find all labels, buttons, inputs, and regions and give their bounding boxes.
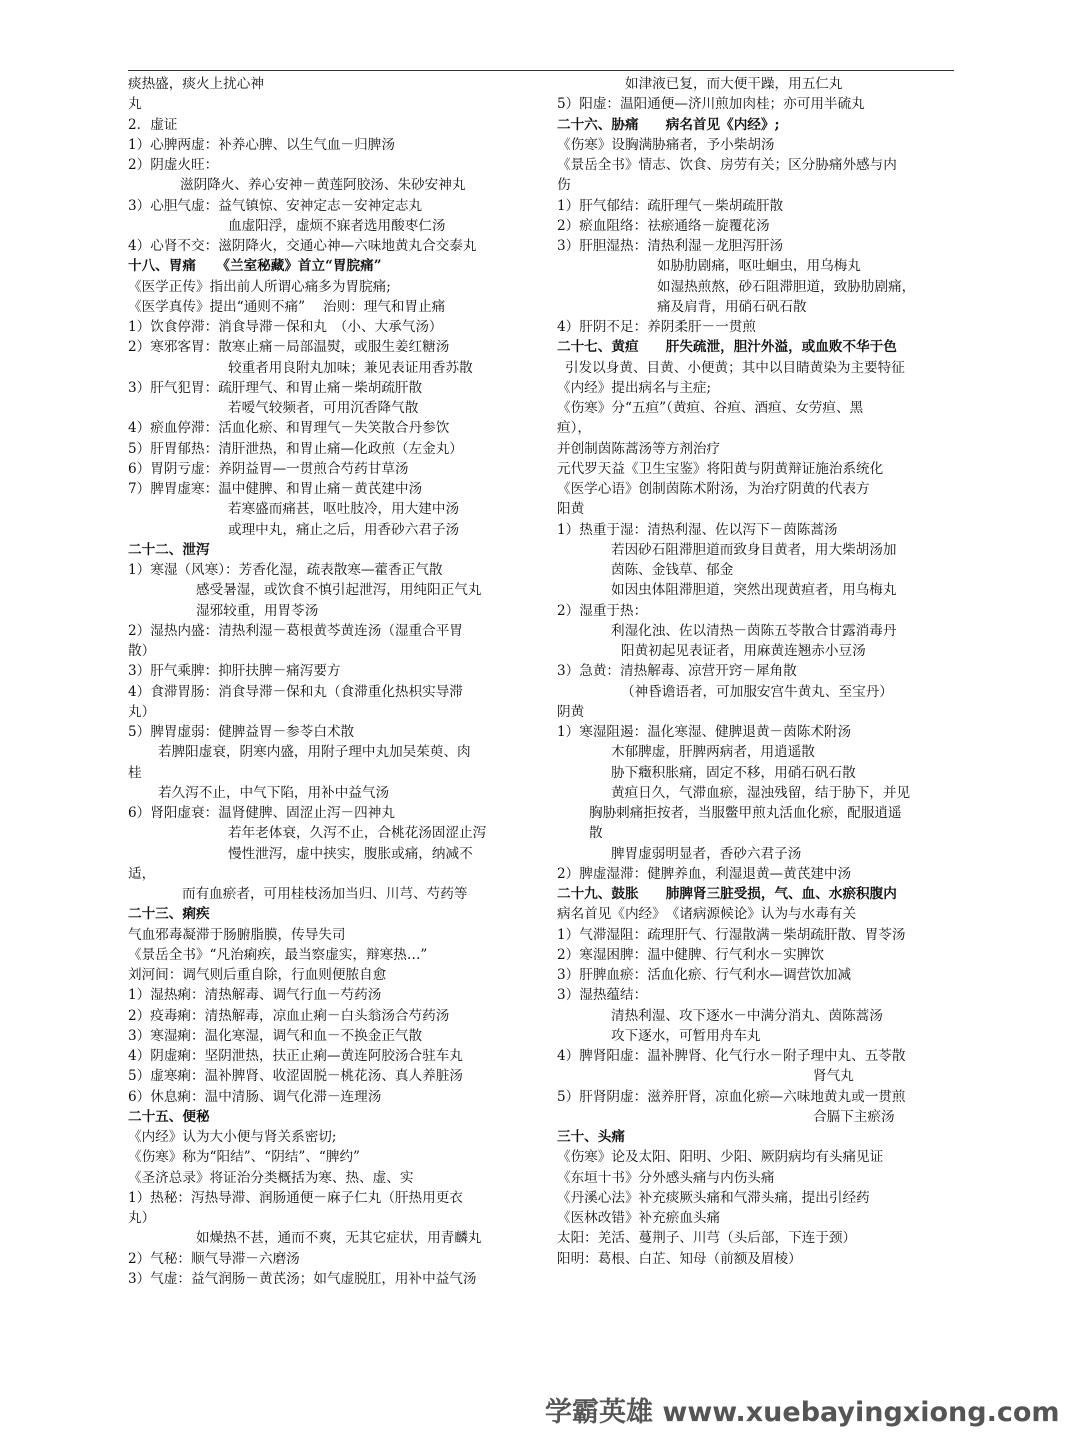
right-column [557, 74, 957, 1269]
text-line: 阴黄 [557, 703, 585, 720]
text-line: 3）肝脾血瘀：活血化瘀、行气利水—调营饮加减 [557, 967, 852, 983]
text-line: 若嗳气较频者，可用沉香降气散 [228, 400, 419, 416]
text-line: 而有血瘀者，可用桂枝汤加当归、川芎、芍药等 [182, 886, 468, 902]
text-line: 3）气虚：益气润肠－黄芪汤；如气虚脱肛，用补中益气汤 [128, 1270, 477, 1287]
text-line: 4）食滞胃肠：消食导滞－保和丸（食滞重化热枳实导滞 [128, 683, 463, 700]
text-line: 2．虚证 [128, 116, 178, 133]
text-line: 散 [589, 825, 603, 842]
text-line: 5）阳虚：温阳通便—济川煎加肉桂；亦可用半硫丸 [557, 96, 865, 113]
text-line: 2）阴虚火旺： [128, 157, 219, 173]
text-line: 2）湿重于热： [557, 602, 648, 619]
text-line: 1）湿热痢：清热解毒、调气行血－芍药汤 [128, 987, 382, 1004]
text-line: 《内经》认为大小便与肾关系密切; [128, 1129, 337, 1145]
text-line: 2）寒湿困脾：温中健脾、行气利水－实脾饮 [557, 946, 824, 963]
text-line: 4）阴虚痢：坚阴泄热，扶正止痢—黄连阿胶汤合驻车丸 [128, 1048, 463, 1064]
text-line: 疸）， [557, 420, 591, 437]
section-heading: 二十七、黄疸 肝失疏泄，胆汁外溢，或血败不华于色 [557, 339, 897, 356]
text-line: 2）寒邪客胃：散寒止痛－局部温熨，或服生姜红糖汤 [128, 339, 450, 356]
text-line: 合膈下主瘀汤 [813, 1108, 895, 1125]
text-line: 3）心胆气虚：益气镇惊、安神定志－安神定志丸 [128, 197, 423, 214]
text-line: 2）气秘：顺气导滞－六磨汤 [128, 1250, 300, 1267]
text-line: 3）肝气犯胃：疏肝理气、和胃止痛－柴胡疏肝散 [128, 379, 423, 396]
section-heading: 三十、头痛 [557, 1129, 625, 1145]
text-line: 木郁脾虚，肝脾两病者，用逍遥散 [611, 744, 815, 761]
text-line: 血虚阳浮，虚烦不寐者选用酸枣仁汤 [228, 217, 446, 234]
text-line: 茵陈、金钱草、郁金 [611, 562, 734, 578]
section-heading: 二十九、鼓胀 肺脾肾三脏受损，气、血、水瘀积腹内 [557, 886, 897, 902]
text-line: 《内经》提出病名与主症; [557, 379, 712, 396]
text-line: 3）湿热蕴结： [557, 987, 648, 1004]
text-line: 《伤寒》称为“阳结”、“阴结”、“脾约” [128, 1149, 361, 1166]
text-line: 太阳：羌活、蔓荆子、川芎（头后部，下连于颈） [557, 1230, 857, 1247]
text-line: 5）虚寒痢：温补脾肾、收涩固脱－桃花汤、真人养脏汤 [128, 1068, 463, 1085]
text-line: 1）饮食停滞：消食导滞－保和丸 （小、大承气汤） [128, 319, 443, 335]
text-line: 攻下逐水，可暂用舟车丸 [611, 1027, 761, 1044]
text-line: 1）心脾两虚：补养心脾、以生气血－归脾汤 [128, 136, 395, 153]
text-line: 《医学真传》提出“通则不痛” 治则：理气和胃止痛 [128, 298, 446, 315]
text-line: 2）瘀血阻络：祛瘀通络－旋覆花汤 [557, 217, 770, 234]
text-line: 脾胃虚弱明显者，香砂六君子汤 [611, 845, 802, 862]
text-line: 胸胁刺痛拒按者，当服鳖甲煎丸活血化瘀，配服逍遥 [589, 805, 902, 821]
text-line: 《医林改错》补充瘀血头痛 [557, 1210, 721, 1226]
text-line: 感受暑湿，或饮食不慎引起泄泻，用纯阳正气丸 [196, 582, 482, 599]
text-line: 清热利湿、攻下逐水－中满分消丸、茵陈蒿汤 [611, 1007, 883, 1024]
section-heading: 二十五、便秘 [128, 1108, 210, 1125]
text-line: 丸） [128, 1210, 156, 1226]
text-line: 3）寒湿痢：温化寒湿，调气和血－不换金正气散 [128, 1027, 423, 1044]
text-line: 病名首见《内经》 《诸病源候论》认为与水毒有关 [557, 906, 857, 923]
text-line: 若年老体衰，久泻不止，合桃花汤固涩止泻 [228, 825, 487, 842]
text-line: 适， [128, 865, 156, 882]
text-line: 2）湿热内盛：清热利湿－葛根黄芩黄连汤（湿重合平胃 [128, 622, 463, 639]
text-line: 并创制茵陈蒿汤等方剂治疗 [557, 440, 721, 457]
text-line: 如因虫体阻滞胆道，突然出现黄疸者，用乌梅丸 [611, 582, 897, 599]
text-line: 如燥热不甚，通而不爽，无其它症状，用青麟丸 [196, 1230, 482, 1247]
section-heading: 十八、胃痛 《兰室秘藏》首立“胃脘痛” [128, 258, 382, 275]
text-line: 阳明：葛根、白芷、知母（前额及眉棱） [557, 1250, 802, 1267]
text-line: 痰热盛，痰火上扰心神 [128, 76, 264, 92]
text-line: 1）气滞湿阻：疏理肝气、行湿散满－柴胡疏肝散、胃苓汤 [557, 926, 906, 943]
text-line: 引发以身黄、目黄、小便黄；其中以目睛黄染为主要特征 [565, 359, 905, 376]
text-line: 《伤寒》分“五疸”（黄疸、谷疸、酒疸、女劳疸、黑 [557, 400, 864, 416]
text-line: 1）寒湿阻遏：温化寒湿、健脾退黄－茵陈术附汤 [557, 724, 852, 740]
text-line: 6）胃阴亏虚：养阴益胃—一贯煎合芍药甘草汤 [128, 460, 409, 477]
text-line: 6）肾阳虚衰：温肾健脾、固涩止泻－四神丸 [128, 805, 395, 821]
text-line: 《圣济总录》将证治分类概括为寒、热、虚、实 [128, 1169, 414, 1186]
text-line: 1）寒湿（风寒）：芳香化湿，疏表散寒—藿香正气散 [128, 562, 443, 578]
text-line: 胁下癥积胀痛，固定不移，用硝石矾石散 [611, 764, 856, 781]
text-line: 湿邪较重，用胃苓汤 [196, 602, 319, 619]
text-line: 1）热秘：泻热导滞、润肠通便－麻子仁丸（肝热用更衣 [128, 1189, 463, 1206]
text-line: 慢性泄泻，虚中挟实，腹胀或痛，纳减不 [228, 845, 473, 862]
text-line: 4）脾肾阳虚：温补脾肾、化气行水－附子理中丸、五苓散 [557, 1048, 906, 1064]
text-line: 或理中丸，痛止之后，用香砂六君子汤 [228, 521, 460, 538]
text-line: 丸） [128, 703, 156, 720]
section-heading: 二十二、泄泻 [128, 541, 210, 558]
text-line: 阳黄初起见表证者，用麻黄连翘赤小豆汤 [621, 643, 866, 659]
text-line: 5）脾胃虚弱：健脾益胃－参苓白术散 [128, 724, 355, 740]
text-line: 丸 [128, 96, 142, 113]
text-line: 若因砂石阻滞胆道而致身目黄者，用大柴胡汤加 [611, 541, 897, 558]
left-column [128, 74, 528, 1289]
text-line: 1）肝气郁结：疏肝理气－柴胡疏肝散 [557, 197, 784, 214]
text-line: 3）急黄：清热解毒、凉营开窍－犀角散 [557, 663, 797, 680]
text-line: 元代罗天益《卫生宝鉴》将阳黄与阴黄辩证施治系统化 [557, 460, 884, 477]
text-line: 较重者用良附丸加味；兼见表证用香苏散 [228, 359, 473, 376]
text-line: 《丹溪心法》补充痰厥头痛和气滞头痛，提出引经药 [557, 1189, 870, 1206]
text-line: 桂 [128, 764, 142, 781]
text-line: 《伤寒》论及太阳、阳明、少阳、厥阴病均有头痛见证 [557, 1149, 884, 1166]
text-line: 若脾阳虚衰，阴寒内盛，用附子理中丸加吴茱萸、肉 [158, 744, 471, 761]
text-line: 1）热重于湿：清热利湿、佐以泻下－茵陈蒿汤 [557, 521, 838, 538]
text-line: 如津液已复，而大便干躁，用五仁丸 [625, 76, 843, 92]
section-heading: 二十三、痢疾 [128, 906, 210, 923]
section-heading: 二十六、胁痛 病名首见《内经》; [557, 116, 780, 133]
text-line: 《东垣十书》分外感头痛与内伤头痛 [557, 1169, 775, 1186]
footer-watermark[interactable]: 学霸英雄 www.xuebayingxiong.com [545, 1397, 1060, 1428]
text-line: 4）肝阴不足：养阴柔肝－一贯煎 [557, 319, 756, 335]
text-line: 若久泻不止，中气下陷，用补中益气汤 [158, 784, 390, 801]
text-line: 《伤寒》设胸满胁痛者，予小柴胡汤 [557, 136, 775, 153]
text-line: 7）脾胃虚寒：温中健脾、和胃止痛－黄芪建中汤 [128, 481, 423, 497]
text-line: 3）肝胆湿热：清热利湿－龙胆泻肝汤 [557, 238, 784, 254]
text-line: 《医学心语》创制茵陈术附汤，为治疗阴黄的代表方 [557, 481, 870, 497]
text-line: 6）休息痢：温中清肠、调气化滞－连理汤 [128, 1088, 382, 1105]
text-line: 伤 [557, 177, 571, 194]
text-line: 4）心肾不交：滋阴降火，交通心神—六味地黄丸合交泰丸 [128, 238, 477, 254]
header-rule [128, 70, 954, 71]
text-line: 3）肝气乘脾：抑肝扶脾－痛泻要方 [128, 663, 341, 680]
text-line: 如胁肋剧痛，呕吐蛔虫，用乌梅丸 [657, 258, 861, 275]
text-line: 若寒盛而痛甚，呕吐肢冷，用大建中汤 [228, 501, 460, 518]
text-line: 2）疫毒痢：清热解毒，凉血止痢－白头翁汤合芍药汤 [128, 1007, 450, 1024]
text-line: 《景岳全书》情志、饮食、房劳有关；区分胁痛外感与内 [557, 157, 897, 173]
text-line: 如湿热煎熬，砂石阻滞胆道，致胁肋剧痛， [657, 278, 916, 295]
text-line: 2）脾虚湿滞：健脾养血，利湿退黄—黄芪建中汤 [557, 865, 852, 882]
text-line: 散） [128, 643, 156, 659]
text-line: 滋阴降火、养心安神－黄莲阿胶汤、朱砂安神丸 [180, 177, 466, 194]
text-line: 《景岳全书》“凡治痢疾，最当察虚实，辩寒热…” [128, 946, 428, 963]
text-line: 阳黄 [557, 501, 585, 518]
text-line: 气血邪毒凝滞于肠腑脂膜，传导失司 [128, 926, 346, 943]
text-line: 利湿化浊、佐以清热－茵陈五苓散合甘露消毒丹 [611, 622, 897, 639]
text-line: 刘河间：调气则后重自除，行血则便脓自愈 [128, 967, 387, 983]
text-line: 《医学正传》指出前人所谓心痛多为胃脘痛; [128, 278, 391, 295]
text-line: 痛及肩背，用硝石矾石散 [657, 298, 807, 315]
text-line: 5）肝肾阴虚：滋养肝肾，凉血化瘀—六味地黄丸或一贯煎 [557, 1088, 906, 1105]
text-line: 5）肝胃郁热：清肝泄热，和胃止痛—化政煎（左金丸） [128, 440, 463, 457]
text-line: 黄疸日久，气滞血瘀，湿浊残留，结于胁下，并见 [611, 784, 911, 801]
text-line: （神昏谵语者，可加服安宫牛黄丸、至宝丹） [621, 683, 893, 700]
text-line: 肾气丸 [813, 1068, 854, 1085]
text-line: 4）瘀血停滞：活血化瘀、和胃理气－失笑散合丹参饮 [128, 420, 450, 437]
